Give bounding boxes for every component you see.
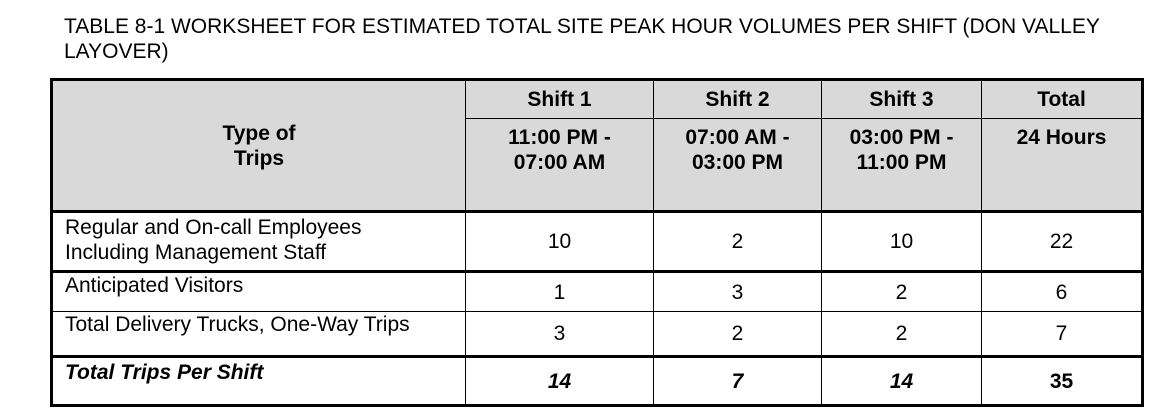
row-label-line1: Regular and On-call Employees xyxy=(65,216,362,239)
total-time-label: 24 Hours xyxy=(1016,126,1107,149)
cell-value: 1 xyxy=(466,272,654,312)
shift-2-time-start: 07:00 AM - xyxy=(685,126,790,149)
column-header-total: Total xyxy=(982,80,1143,119)
cell-value: 2 xyxy=(654,312,822,357)
cell-value: 2 xyxy=(822,272,982,312)
table-title: TABLE 8-1 WORKSHEET FOR ESTIMATED TOTAL SITE PEAK HOUR VOLUMES PER SHIFT (DON VALLEY LAYOVER) xyxy=(64,15,1100,63)
cell-value: 3 xyxy=(466,312,654,357)
cell-value: 7 xyxy=(982,312,1143,357)
row-label xyxy=(52,212,466,272)
row-label: Total Delivery Trucks, One-Way Trips xyxy=(52,312,466,357)
column-header-shift-3: Shift 3 xyxy=(822,80,982,119)
total-value: 7 xyxy=(654,357,822,406)
column-header-shift-1: Shift 1 xyxy=(466,80,654,119)
header-row-shifts xyxy=(52,80,1143,119)
type-of-trips-line1: Type of xyxy=(222,121,296,145)
total-value: 14 xyxy=(822,357,982,406)
shift-1-time-start: 11:00 PM - xyxy=(508,126,611,149)
grand-total-value: 35 xyxy=(982,357,1143,406)
cell-value: 22 xyxy=(982,212,1143,272)
total-row-label: Total Trips Per Shift xyxy=(52,357,466,406)
shift-3-time-range xyxy=(822,119,982,212)
cell-value: 10 xyxy=(822,212,982,272)
type-of-trips-header xyxy=(52,80,466,212)
cell-value: 2 xyxy=(822,312,982,357)
total-value: 14 xyxy=(466,357,654,406)
table-row xyxy=(52,212,1143,272)
shift-2-time-range xyxy=(654,119,822,212)
shift-1-time-end: 07:00 AM xyxy=(513,151,606,174)
shift-2-time-end: 03:00 PM xyxy=(691,151,784,174)
shift-1-time-range xyxy=(466,119,654,212)
table-row xyxy=(52,272,1143,312)
type-of-trips-line2: Trips xyxy=(233,146,285,170)
cell-value: 2 xyxy=(654,212,822,272)
cell-value: 6 xyxy=(982,272,1143,312)
cell-value: 10 xyxy=(466,212,654,272)
column-header-shift-2: Shift 2 xyxy=(654,80,822,119)
table-row xyxy=(52,312,1143,357)
shift-3-time-end: 11:00 PM xyxy=(856,151,947,174)
row-label: Anticipated Visitors xyxy=(52,272,466,312)
cell-value: 3 xyxy=(654,272,822,312)
peak-hour-volumes-table xyxy=(50,78,1144,407)
total-row xyxy=(52,357,1143,406)
row-label-line2: Including Management Staff xyxy=(65,241,327,264)
shift-3-time-start: 03:00 PM - xyxy=(849,126,954,149)
total-time-range xyxy=(982,119,1143,212)
